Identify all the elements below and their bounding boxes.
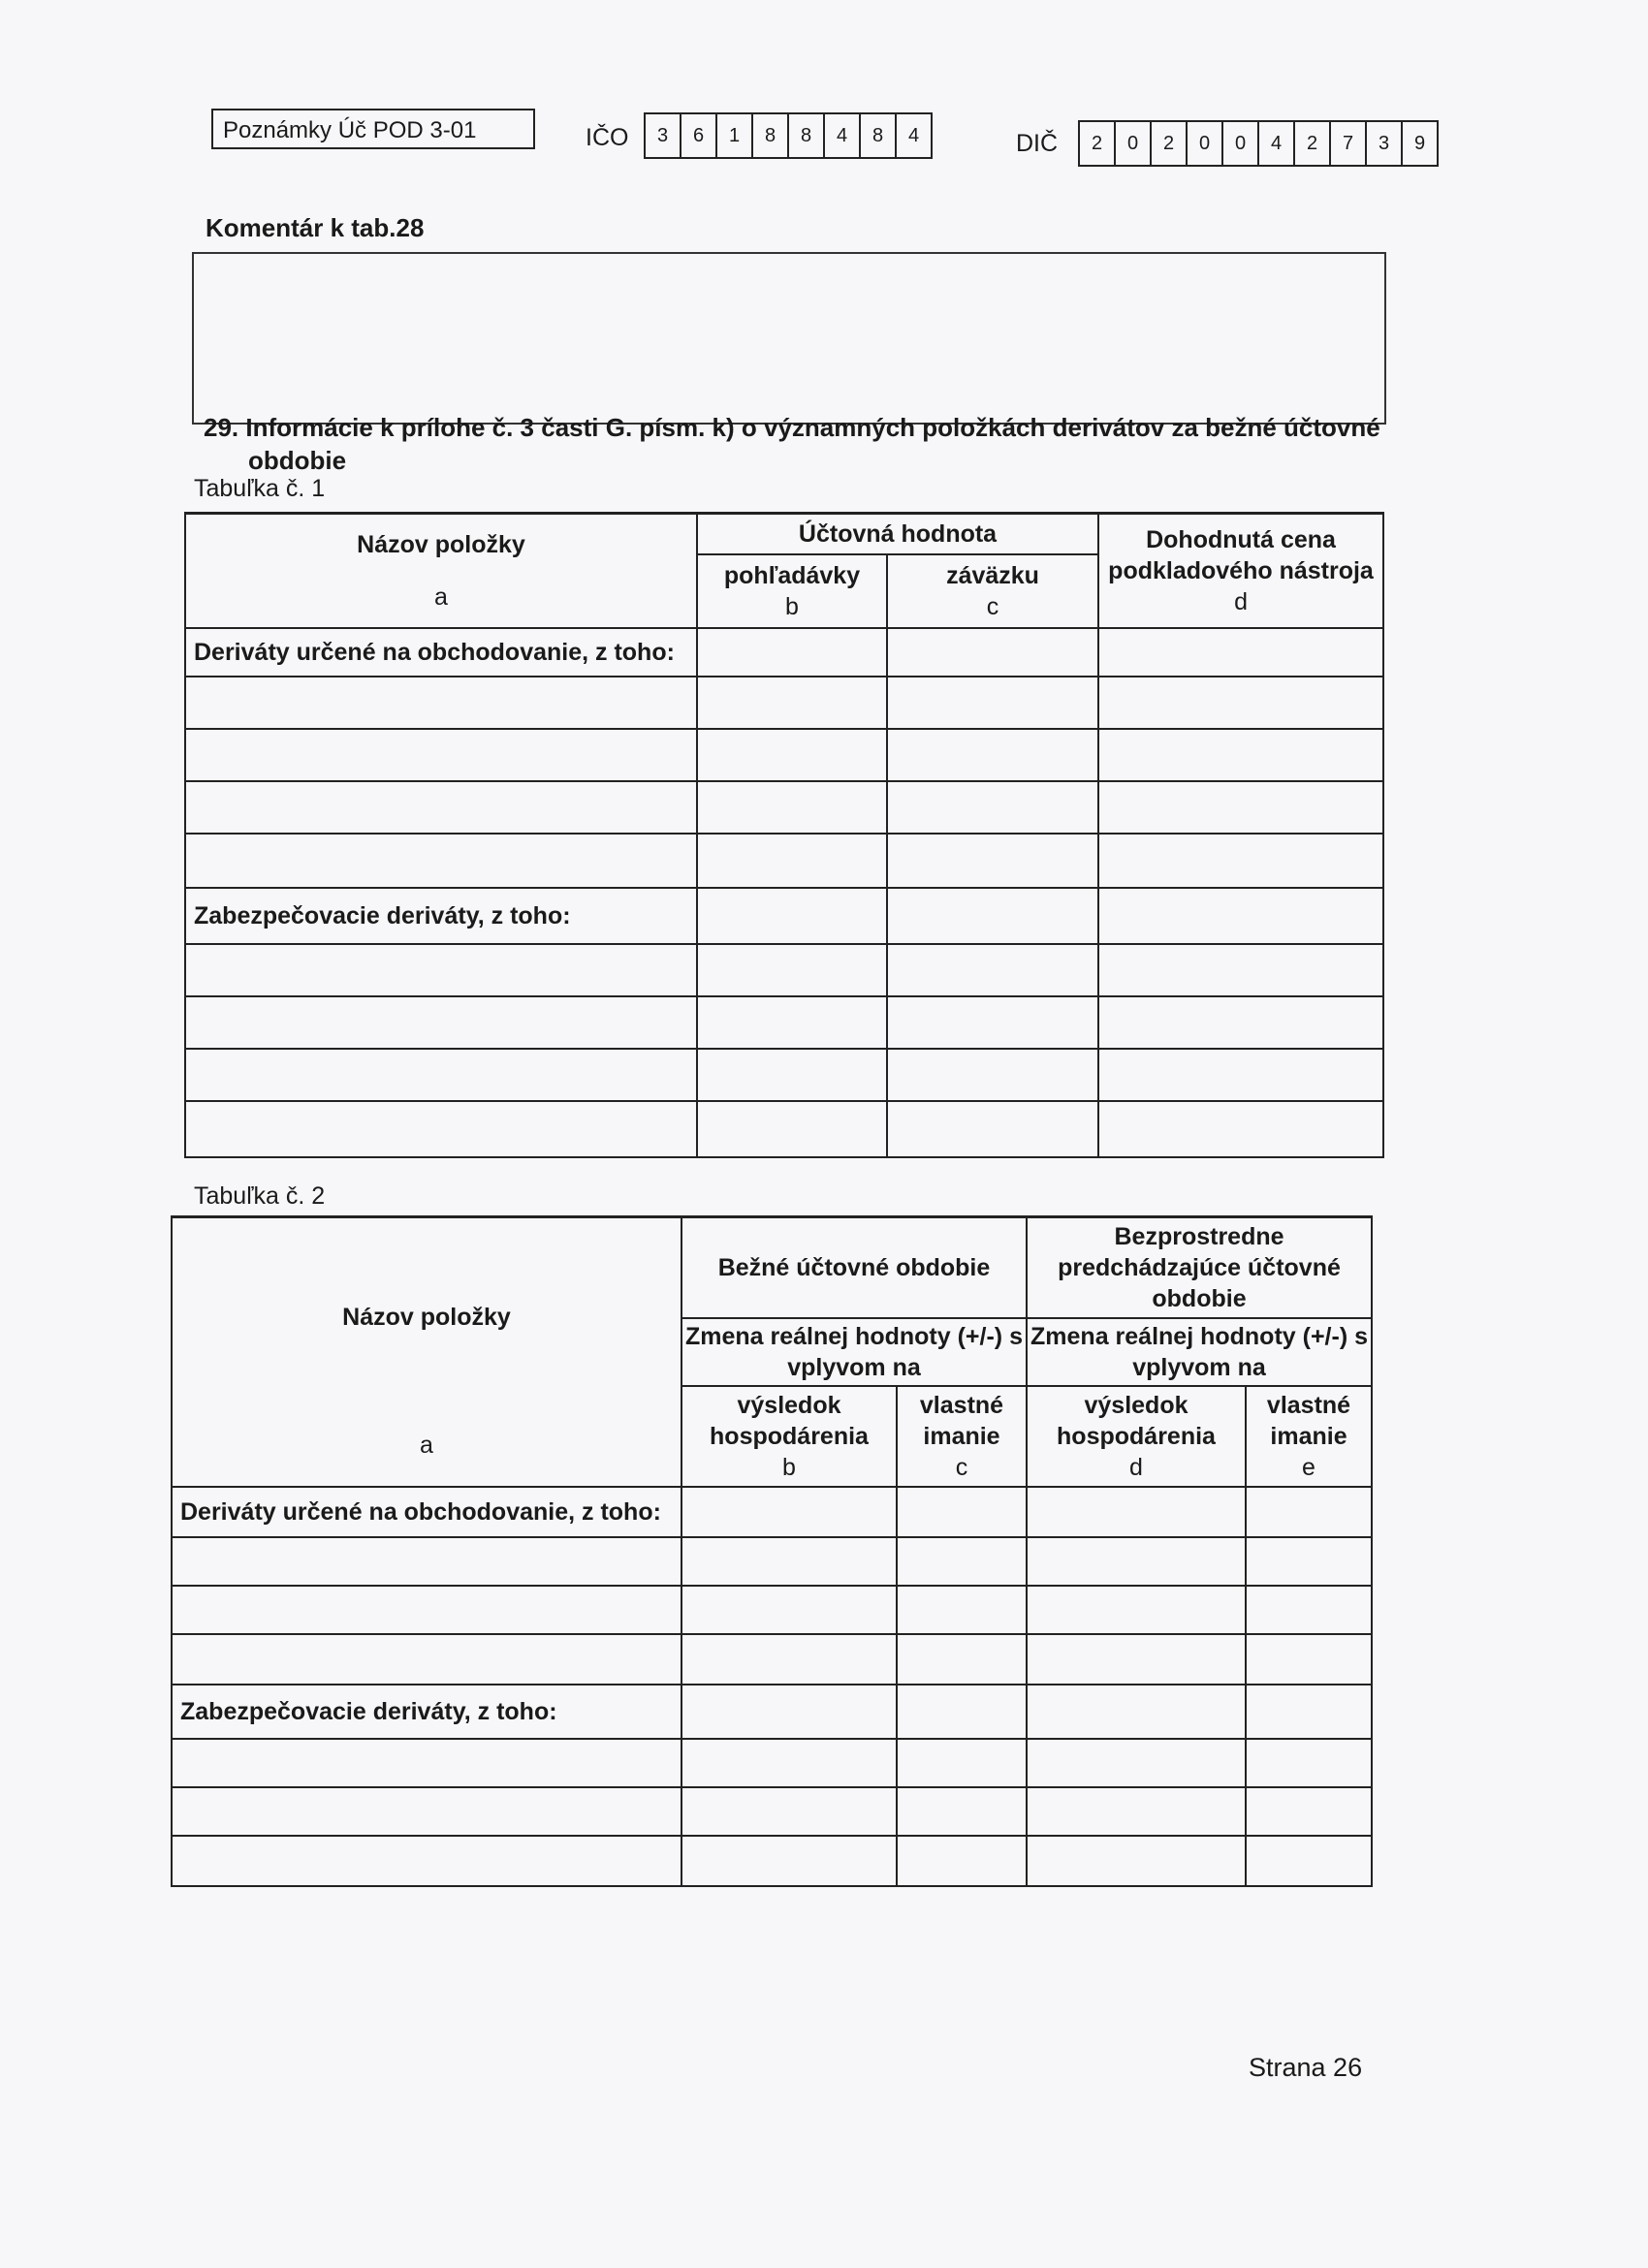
table2-cell[interactable] <box>1027 1739 1246 1787</box>
table1-cell[interactable] <box>697 1049 887 1101</box>
table2-col-b <box>681 1386 897 1487</box>
table2-col-current: Bežné účtovné obdobie <box>681 1217 1027 1318</box>
table2-letter-d: d <box>1129 1453 1143 1481</box>
dic-digit: 3 <box>1367 122 1403 165</box>
ico-digit: 6 <box>681 114 717 157</box>
form-code-label: Poznámky Úč POD 3-01 <box>223 117 477 143</box>
table1-cell[interactable] <box>1098 781 1383 834</box>
table1-cell[interactable] <box>1098 1049 1383 1101</box>
table2-letter-b: b <box>782 1453 796 1481</box>
table2-cell[interactable] <box>897 1787 1027 1836</box>
table2-cell[interactable] <box>897 1586 1027 1634</box>
table2-letter-a: a <box>420 1431 433 1459</box>
table1-cell[interactable] <box>887 781 1098 834</box>
dic-digit: 0 <box>1223 122 1259 165</box>
table2-cell[interactable] <box>681 1634 897 1685</box>
table1-caption: Tabuľka č. 1 <box>194 475 326 502</box>
table2-cell[interactable] <box>681 1537 897 1586</box>
dic-digit: 2 <box>1152 122 1188 165</box>
table1-cell[interactable] <box>887 888 1098 944</box>
table1-cell[interactable] <box>1098 834 1383 888</box>
table2-letter-e: e <box>1302 1453 1315 1481</box>
table1-cell[interactable] <box>697 781 887 834</box>
table2-cell[interactable] <box>1027 1537 1246 1586</box>
table2-cell[interactable] <box>172 1836 681 1886</box>
ico-digit: 8 <box>789 114 825 157</box>
table2-cell[interactable] <box>1246 1586 1372 1634</box>
dic-digits <box>1078 120 1439 167</box>
table2-cell[interactable] <box>1246 1739 1372 1787</box>
table2-cell[interactable] <box>1246 1836 1372 1886</box>
table1-letter-b: b <box>785 592 799 620</box>
table1-cell[interactable] <box>887 996 1098 1049</box>
table1-col-b <box>697 554 887 628</box>
table2-cell[interactable] <box>681 1487 897 1537</box>
ico-digits <box>644 112 933 159</box>
table2-row-hedging: Zabezpečovacie deriváty, z toho: <box>172 1685 681 1739</box>
table1-row-hedging: Zabezpečovacie deriváty, z toho: <box>185 888 697 944</box>
table1-cell[interactable] <box>887 944 1098 996</box>
ico-digit: 1 <box>717 114 753 157</box>
table2-letter-c: c <box>955 1453 968 1481</box>
table-2 <box>171 1215 1373 1887</box>
table1-cell[interactable] <box>1098 729 1383 781</box>
table1-row-trading: Deriváty určené na obchodovanie, z toho: <box>185 628 697 677</box>
table-1 <box>184 512 1384 1158</box>
table2-cell[interactable] <box>897 1836 1027 1886</box>
table1-cell[interactable] <box>185 781 697 834</box>
section-heading: 29. Informácie k prílohe č. 3 časti G. písm. k) o významných položkách derivátov za bežné účtovné <box>204 413 1380 442</box>
form-code-box <box>211 109 535 149</box>
comment-box[interactable] <box>192 252 1386 425</box>
table1-cell[interactable] <box>1098 1101 1383 1157</box>
table1-cell[interactable] <box>697 944 887 996</box>
table1-col-name-label: Názov položky <box>357 530 525 558</box>
table2-cell[interactable] <box>897 1537 1027 1586</box>
table2-cell[interactable] <box>897 1739 1027 1787</box>
table1-cell[interactable] <box>697 1101 887 1157</box>
table2-col-b-label: výsledok hospodárenia <box>710 1391 869 1450</box>
table1-letter-c: c <box>986 592 999 620</box>
table1-cell[interactable] <box>887 1101 1098 1157</box>
table1-cell[interactable] <box>697 996 887 1049</box>
table2-col-c-label: vlastné imanie <box>919 1391 1004 1450</box>
table2-cell[interactable] <box>1246 1537 1372 1586</box>
table2-cell[interactable] <box>1027 1634 1246 1685</box>
table2-row-trading: Deriváty určené na obchodovanie, z toho: <box>172 1487 681 1537</box>
table1-cell[interactable] <box>697 888 887 944</box>
table2-cell[interactable] <box>172 1634 681 1685</box>
table1-letter-d: d <box>1234 587 1248 615</box>
table1-cell[interactable] <box>185 944 697 996</box>
table2-cell[interactable] <box>1027 1487 1246 1537</box>
dic-label: DIČ <box>1016 130 1059 157</box>
table2-col-name-label: Názov položky <box>342 1303 511 1331</box>
dic-digit: 2 <box>1080 122 1116 165</box>
table1-col-d <box>1098 514 1383 628</box>
dic-digit: 7 <box>1331 122 1367 165</box>
table2-cell[interactable] <box>1027 1685 1246 1739</box>
ico-digit: 8 <box>861 114 897 157</box>
table1-cell[interactable] <box>697 834 887 888</box>
table1-cell[interactable] <box>887 677 1098 729</box>
table1-col-d-label: Dohodnutá cena podkladového nástroja <box>1108 525 1374 584</box>
table1-cell[interactable] <box>1098 888 1383 944</box>
table2-cell[interactable] <box>681 1685 897 1739</box>
table2-cell[interactable] <box>1027 1836 1246 1886</box>
dic-digit: 0 <box>1188 122 1223 165</box>
dic-digit: 0 <box>1116 122 1152 165</box>
table2-cell[interactable] <box>897 1685 1027 1739</box>
page-number: Strana 26 <box>1249 2053 1363 2082</box>
dic-digit: 4 <box>1259 122 1295 165</box>
table2-cell[interactable] <box>172 1739 681 1787</box>
table2-cell[interactable] <box>897 1634 1027 1685</box>
table2-sub-current: Zmena reálnej hodnoty (+/-) s vplyvom na <box>681 1318 1027 1386</box>
table1-col-c-label: záväzku <box>946 561 1039 589</box>
table1-cell[interactable] <box>185 1049 697 1101</box>
table2-cell[interactable] <box>897 1487 1027 1537</box>
table1-letter-a: a <box>434 583 448 611</box>
table1-cell[interactable] <box>887 834 1098 888</box>
ico-digit: 4 <box>907 124 920 146</box>
table2-col-d-label: výsledok hospodárenia <box>1057 1391 1216 1450</box>
comment-title: Komentár k tab.28 <box>206 213 425 242</box>
table2-col-e-label: vlastné imanie <box>1266 1391 1351 1450</box>
table1-cell[interactable] <box>185 677 697 729</box>
table1-cell[interactable] <box>887 628 1098 677</box>
table2-col-name <box>172 1217 681 1487</box>
ico-digit: 4 <box>825 114 861 157</box>
table2-cell[interactable] <box>681 1836 897 1886</box>
table2-cell[interactable] <box>172 1787 681 1836</box>
dic-digit: 9 <box>1413 132 1426 154</box>
table1-cell[interactable] <box>1098 996 1383 1049</box>
table2-caption: Tabuľka č. 2 <box>194 1182 326 1210</box>
table2-sub-previous: Zmena reálnej hodnoty (+/-) s vplyvom na <box>1027 1318 1372 1386</box>
table1-cell[interactable] <box>185 729 697 781</box>
table1-cell[interactable] <box>185 996 697 1049</box>
table1-cell[interactable] <box>185 1101 697 1157</box>
table2-col-c <box>897 1386 1027 1487</box>
table2-col-previous: Bezprostredne predchádzajúce účtovné obdobie <box>1027 1217 1372 1318</box>
table1-cell[interactable] <box>697 729 887 781</box>
table2-cell[interactable] <box>1246 1634 1372 1685</box>
table2-cell[interactable] <box>172 1586 681 1634</box>
table2-cell[interactable] <box>681 1586 897 1634</box>
table1-col-name <box>185 514 697 628</box>
table2-cell[interactable] <box>1246 1487 1372 1537</box>
table2-cell[interactable] <box>1246 1685 1372 1739</box>
ico-label: IČO <box>586 124 629 151</box>
table1-cell[interactable] <box>697 628 887 677</box>
table2-col-d <box>1027 1386 1246 1487</box>
table1-col-group: Účtovná hodnota <box>697 514 1098 554</box>
table1-cell[interactable] <box>1098 677 1383 729</box>
table2-col-e <box>1246 1386 1372 1487</box>
table1-cell[interactable] <box>1098 944 1383 996</box>
table1-cell[interactable] <box>887 729 1098 781</box>
table2-cell[interactable] <box>1027 1787 1246 1836</box>
ico-digit: 8 <box>753 114 789 157</box>
table1-cell[interactable] <box>1098 628 1383 677</box>
table1-cell[interactable] <box>887 1049 1098 1101</box>
table2-cell[interactable] <box>1246 1787 1372 1836</box>
table1-cell[interactable] <box>185 834 697 888</box>
ico-digit: 3 <box>646 114 681 157</box>
table2-cell[interactable] <box>172 1537 681 1586</box>
dic-digit: 2 <box>1295 122 1331 165</box>
table2-cell[interactable] <box>1027 1586 1246 1634</box>
table1-cell[interactable] <box>697 677 887 729</box>
table2-cell[interactable] <box>681 1739 897 1787</box>
table2-cell[interactable] <box>681 1787 897 1836</box>
table1-col-c <box>887 554 1098 628</box>
section-heading-cont: obdobie <box>248 446 347 475</box>
table1-col-b-label: pohľadávky <box>723 561 861 589</box>
